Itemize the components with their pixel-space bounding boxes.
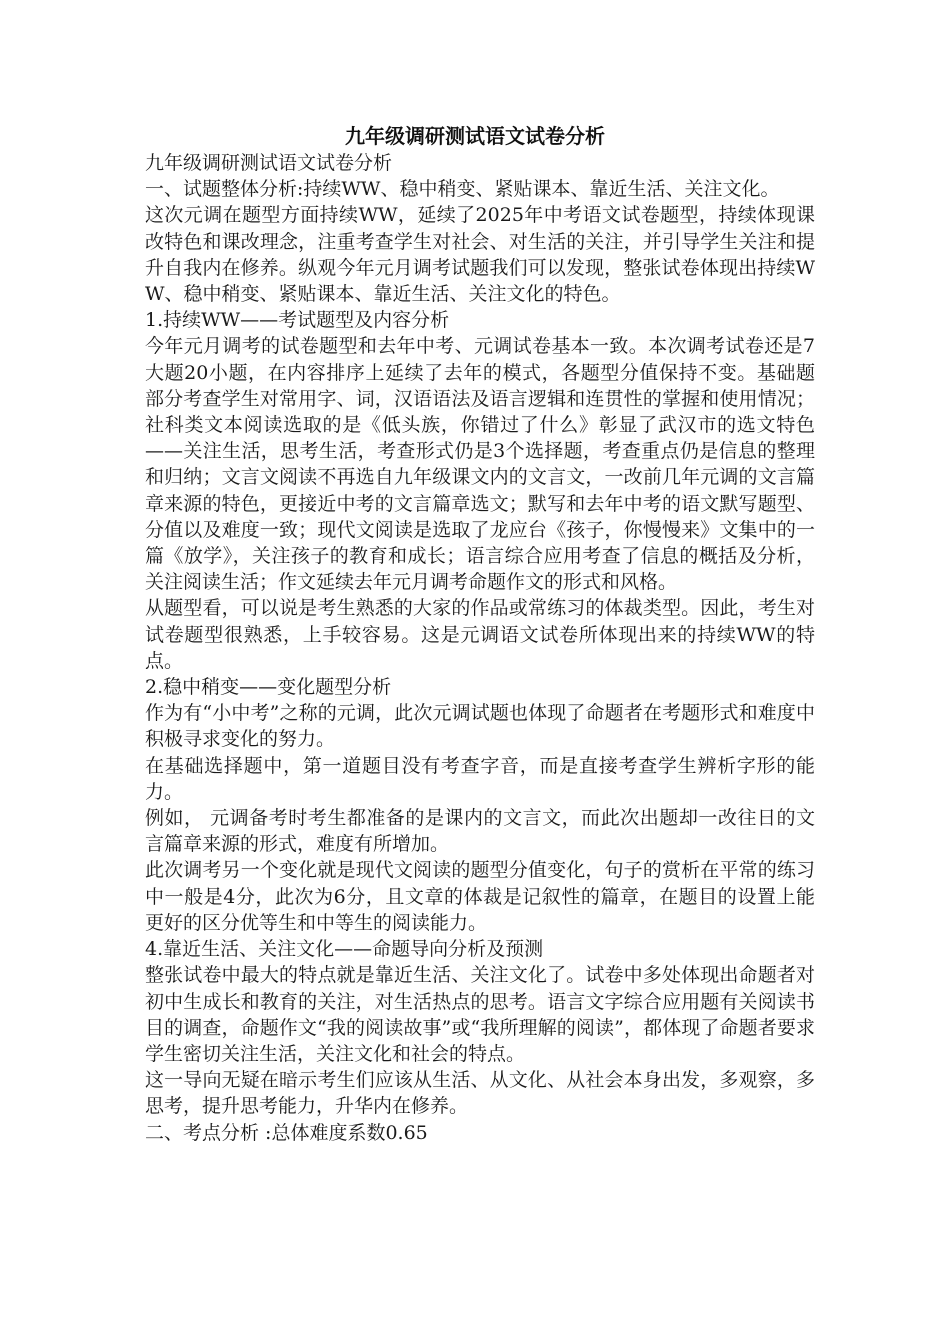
document-body	[145, 150, 815, 1146]
paragraph-subheading: 1.持续WW——考试题型及内容分析	[145, 309, 450, 332]
paragraph-body: 例如， 元调备考时考生都准备的是课内的文言文，而此次出题却一改往日的文言篇章来源的形式，难度有所增加。	[145, 807, 815, 856]
paragraph-subheading: 2.稳中稍变——变化题型分析	[145, 676, 392, 699]
paragraph-subheading: 4.靠近生活、关注文化——命题导向分析及预测	[145, 938, 544, 961]
paragraph-subtitle: 九年级调研测试语文试卷分析	[145, 152, 393, 174]
paragraph-section-heading: 一、试题整体分析:持续WW、稳中稍变、紧贴课本、靠近生活、关注文化。	[145, 178, 780, 201]
paragraph-body: 在基础选择题中，第一道题目没有考查字音，而是直接考查学生辨析字形的能力。	[145, 754, 815, 803]
paragraph-body: 整张试卷中最大的特点就是靠近生活、关注文化了。试卷中多处体现出命题者对初中生成长和教育的关注，对生活热点的思考。语言文字综合应用题有关阅读书目的调查，命题作文“我的阅读故事”或“我所理解的阅读”，都体现了命题者要求学生密切关注生活，关注文化和社会的特点。	[145, 964, 815, 1065]
paragraph-body: 今年元月调考的试卷题型和去年中考、元调试卷基本一致。本次调考试卷还是7大题20小题，在内容排序上延续了去年的模式，各题型分值保持不变。基础题部分考查学生对常用字、词，汉语语法及语言逻辑和连贯性的掌握和使用情况；社科类文本阅读选取的是《低头族，你错过了什么》彰显了武汉市的选文特色——关注生活，思考生活，考查形式仍是3个选择题，考查重点仍是信息的整理和归纳；文言文阅读不再选自九年级课文内的文言文，一改前几年元调的文言篇章来源的特色，更接近中考的文言篇章选文；默写和去年中考的语文默写题型、分值以及难度一致；现代文阅读是选取了龙应台《孩子，你慢慢来》文集中的一篇《放学》，关注孩子的教育和成长；语言综合应用考查了信息的概括及分析，关注阅读生活；作文延续去年元月调考命题作文的形式和风格。	[145, 335, 815, 594]
paragraph-body: 这次元调在题型方面持续WW，延续了2025年中考语文试卷题型，持续体现课改特色和课改理念，注重考查学生对社会、对生活的关注，并引导学生关注和提升自我内在修养。纵观今年元月调考试题我们可以发现，整张试卷体现出持续WW、稳中稍变、紧贴课本、靠近生活、关注文化的特色。	[145, 204, 815, 306]
paragraph-body: 从题型看，可以说是考生熟悉的大家的作品或常练习的体裁类型。因此，考生对试卷题型很熟悉，上手较容易。这是元调语文试卷所体现出来的持续WW的特点。	[145, 597, 815, 672]
paragraph-body: 作为有“小中考”之称的元调，此次元调试题也体现了命题者在考题形式和难度中积极寻求变化的努力。	[145, 702, 815, 751]
paragraph-body: 此次调考另一个变化就是现代文阅读的题型分值变化，句子的赏析在平常的练习中一般是4分，此次为6分，且文章的体裁是记叙性的篇章，在题目的设置上能更好的区分优等生和中等生的阅读能力。	[145, 859, 815, 934]
paragraph-section-heading: 二、考点分析 :总体难度系数0.65	[145, 1121, 428, 1144]
paragraph-body: 这一导向无疑在暗示考生们应该从生活、从文化、从社会本身出发，多观察，多思考，提升思考能力，升华内在修养。	[145, 1069, 815, 1118]
document-title: 九年级调研测试语文试卷分析	[345, 124, 605, 148]
